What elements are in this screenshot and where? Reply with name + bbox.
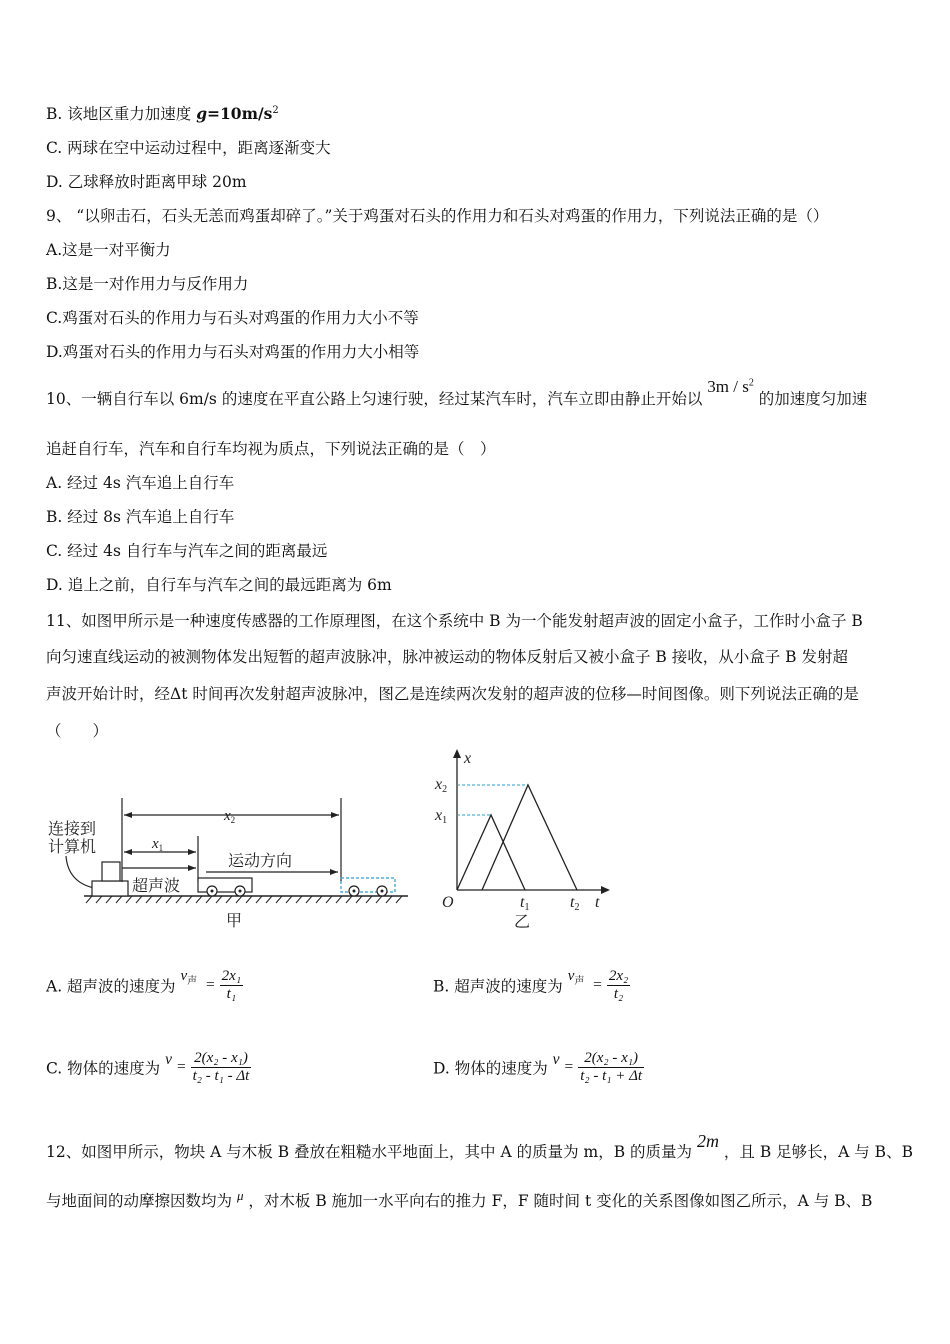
- tick-label-x1: x1: [435, 807, 448, 826]
- q11-a-fraction: $\frac{\text{2x₁}}{\text{t₁}}$: [221, 968, 242, 1002]
- figure-jia: [46, 790, 416, 935]
- label-connect-line2: 计算机: [48, 839, 97, 856]
- caption-jia: 甲: [226, 913, 243, 930]
- q8-option-d: D. 乙球释放时距离甲球 20m: [46, 173, 247, 191]
- q11-b-v: $v_声$: [567, 968, 585, 987]
- q11-stem-line3: 声波开始计时，经Δt 时间再次发射超声波脉冲，图乙是连续两次发射的超声波的位移—时间图像。则下列说法正确的是: [46, 685, 859, 703]
- q11-d-fraction: $\frac{\text{2(x₂ - x₁)}}{\text{t₂ - t₁ + Δt}}$: [580, 1050, 643, 1084]
- q12-mu: μ: [236, 1188, 244, 1203]
- q11-c-fraction: $\frac{\text{2(x₂ - x₁)}}{\text{t₂ - t₁ - Δt}}$: [192, 1050, 250, 1084]
- q9-stem: 9、 “以卵击石，石头无恙而鸡蛋却碎了。”关于鸡蛋对石头的作用力和石头对鸡蛋的作用力，下列说法正确的是（）: [46, 207, 829, 225]
- q8-option-c: C. 两球在空中运动过程中，距离逐渐变大: [46, 139, 331, 157]
- caption-yi: 乙: [514, 914, 531, 931]
- q10-stem-line1: 10、一辆自行车以 6m/s 的速度在平直公路上匀速行驶，经过某汽车时，汽车立即由静止开始以 $3m / s^2$ 的加速度匀加速: [46, 377, 868, 408]
- q10-option-b: B. 经过 8s 汽车追上自行车: [46, 508, 235, 526]
- q10-option-d: D. 追上之前，自行车与汽车之间的最远距离为 6m: [46, 576, 392, 594]
- q9-option-b: B.这是一对作用力与反作用力: [46, 275, 249, 293]
- q11-option-b: B. 超声波的速度为 $v_声$ = $\frac{\text{2x₂}}{\text{t₂}}$: [433, 968, 629, 1002]
- q9-option-c: C.鸡蛋对石头的作用力与石头对鸡蛋的作用力大小不等: [46, 309, 419, 327]
- q12-stem-line1: 12、如图甲所示，物块 A 与木板 B 叠放在粗糙水平地面上，其中 A 的质量为 m，B 的质量为 2m ，且 B 足够长，A 与 B、B: [46, 1131, 913, 1161]
- axis-label-x: x: [464, 750, 472, 767]
- q8-option-b: B. 该地区重力加速度 $g=10m/s^2$: [46, 104, 279, 123]
- q10-acceleration: $3m / s^2$: [707, 377, 754, 396]
- q11-option-c: C. 物体的速度为 v = $\frac{\text{2(x₂ - x₁)}}{\text{t₂ - t₁ - Δt}}$: [46, 1050, 250, 1084]
- q11-stem-line1: 11、如图甲所示是一种速度传感器的工作原理图，在这个系统中 B 为一个能发射超声波的固定小盒子，工作时小盒子 B: [46, 612, 863, 630]
- q9-option-d: D.鸡蛋对石头的作用力与石头对鸡蛋的作用力大小相等: [46, 343, 420, 361]
- tick-label-x2: x2: [435, 776, 448, 795]
- figure-yi: [432, 745, 617, 935]
- q10-option-c: C. 经过 4s 自行车与汽车之间的距离最远: [46, 542, 328, 560]
- label-direction: 运动方向: [228, 853, 293, 870]
- label-ultrasonic: 超声波: [132, 878, 181, 895]
- q11-a-v: $v_声$: [180, 968, 198, 987]
- tick-label-t1: t1: [520, 894, 530, 913]
- q11-option-d: D. 物体的速度为 v = $\frac{\text{2(x₂ - x₁)}}{\text{t₂ - t₁ + Δt}}$: [433, 1050, 643, 1084]
- q11-b-fraction: $\frac{\text{2x₂}}{\text{t₂}}$: [608, 968, 629, 1002]
- q12-mass: 2m: [696, 1131, 719, 1151]
- label-x1: $x_1$: [152, 836, 164, 853]
- q11-stem-line4: （ ）: [46, 722, 109, 740]
- q10-option-a: A. 经过 4s 汽车追上自行车: [46, 474, 235, 492]
- q11-option-a: A. 超声波的速度为 $v_声$ = $\frac{\text{2x₁}}{\text{t₁}}$: [46, 968, 242, 1002]
- q9-option-a: A.这是一对平衡力: [46, 241, 171, 259]
- label-connect-line1: 连接到: [48, 821, 97, 838]
- q12-stem-line2: 与地面间的动摩擦因数均为 $^\mu$ ，对木板 B 施加一水平向右的推力 F，F 随时间 t 变化的关系图像如图乙所示，A 与 B、B: [46, 1188, 873, 1210]
- q10-stem-line2: 追赶自行车，汽车和自行车均视为质点，下列说法正确的是（ ）: [46, 440, 496, 458]
- tick-label-t2: t2: [570, 894, 580, 913]
- label-x2: $x_2$: [224, 808, 236, 825]
- q11-stem-line2: 向匀速直线运动的被测物体发出短暂的超声波脉冲，脉冲被运动的物体反射后又被小盒子 B 接收，从小盒子 B 发射超: [46, 648, 848, 666]
- origin-label: O: [442, 894, 454, 911]
- axis-label-t: t: [595, 894, 600, 911]
